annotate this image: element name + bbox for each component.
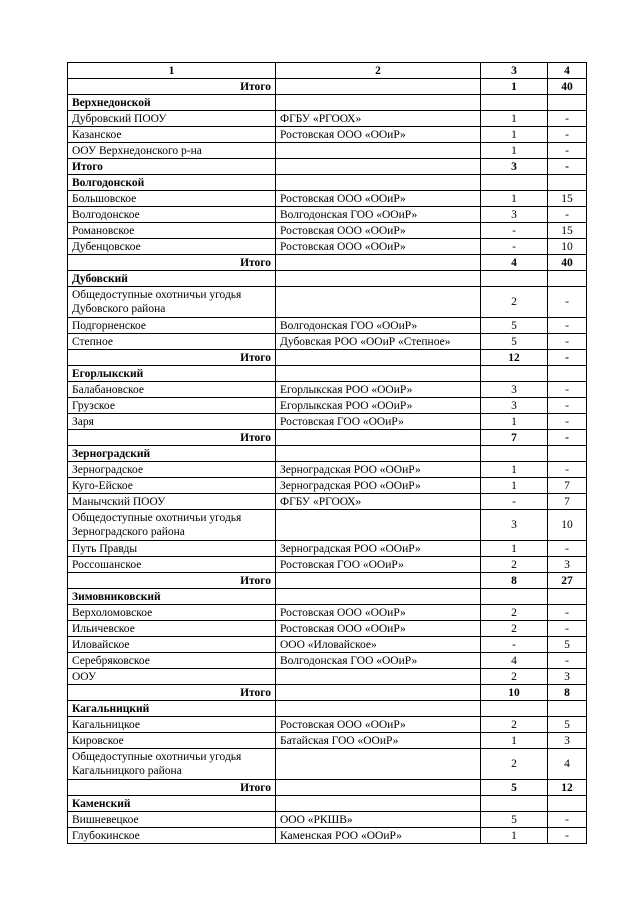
count-a-cell: 1 xyxy=(481,414,548,430)
organization-cell xyxy=(276,430,481,446)
count-a-cell xyxy=(481,446,548,462)
count-b-cell: 7 xyxy=(548,478,587,494)
count-b-cell: 27 xyxy=(548,573,587,589)
data-row xyxy=(68,494,587,510)
count-a-cell xyxy=(481,701,548,717)
district-row xyxy=(68,796,587,812)
data-row xyxy=(68,637,587,653)
total-row xyxy=(68,430,587,446)
data-row xyxy=(68,111,587,127)
count-a-cell: 3 xyxy=(481,510,548,541)
organization-cell xyxy=(276,350,481,366)
organization-cell: ООО «РКШВ» xyxy=(276,812,481,828)
organization-cell: Ростовская ООО «ООиР» xyxy=(276,605,481,621)
count-b-cell: 12 xyxy=(548,780,587,796)
count-a-cell: 1 xyxy=(481,733,548,749)
area-name-cell: Глубокинское xyxy=(68,828,276,844)
count-b-cell xyxy=(548,701,587,717)
count-a-cell xyxy=(481,589,548,605)
organization-cell: Зерноградская РОО «ООиР» xyxy=(276,541,481,557)
district-row xyxy=(68,589,587,605)
data-row xyxy=(68,414,587,430)
organization-cell: Ростовская ГОО «ООиР» xyxy=(276,414,481,430)
count-a-cell: 1 xyxy=(481,143,548,159)
data-row xyxy=(68,557,587,573)
count-b-cell xyxy=(548,366,587,382)
data-row xyxy=(68,143,587,159)
area-name-cell: Итого xyxy=(68,159,276,175)
count-a-cell xyxy=(481,366,548,382)
data-row xyxy=(68,207,587,223)
area-name-cell: Общедоступные охотничьи угодья Зерноградского района xyxy=(68,510,276,541)
count-a-cell: 8 xyxy=(481,573,548,589)
area-name-cell: Дубенцовское xyxy=(68,239,276,255)
district-row xyxy=(68,175,587,191)
data-row xyxy=(68,510,587,541)
count-a-cell: 1 xyxy=(481,541,548,557)
header-cell-1: 1 xyxy=(68,63,276,79)
count-b-cell: 3 xyxy=(548,733,587,749)
area-name-cell: Итого xyxy=(68,255,276,271)
count-a-cell: 1 xyxy=(481,828,548,844)
organization-cell xyxy=(276,701,481,717)
data-row xyxy=(68,541,587,557)
count-a-cell: 3 xyxy=(481,382,548,398)
area-name-cell: Подгорненское xyxy=(68,318,276,334)
count-b-cell: 5 xyxy=(548,637,587,653)
data-row xyxy=(68,239,587,255)
area-name-cell: Верхнедонской xyxy=(68,95,276,111)
organization-cell xyxy=(276,79,481,95)
count-b-cell: - xyxy=(548,111,587,127)
data-row xyxy=(68,382,587,398)
header-row xyxy=(68,63,587,79)
organization-cell xyxy=(276,796,481,812)
organization-cell xyxy=(276,255,481,271)
count-a-cell: 1 xyxy=(481,127,548,143)
area-name-cell: Дубовский xyxy=(68,271,276,287)
organization-cell: Ростовская ООО «ООиР» xyxy=(276,621,481,637)
organization-cell xyxy=(276,143,481,159)
organization-cell: Ростовская ООО «ООиР» xyxy=(276,223,481,239)
organization-cell xyxy=(276,366,481,382)
organization-cell xyxy=(276,271,481,287)
data-row xyxy=(68,287,587,318)
organization-cell: Ростовская ГОО «ООиР» xyxy=(276,557,481,573)
area-name-cell: Серебряковское xyxy=(68,653,276,669)
hunting-grounds-table xyxy=(67,62,587,844)
count-a-cell: 2 xyxy=(481,669,548,685)
data-row xyxy=(68,749,587,780)
data-row xyxy=(68,733,587,749)
data-row xyxy=(68,478,587,494)
count-b-cell: - xyxy=(548,605,587,621)
count-b-cell: - xyxy=(548,350,587,366)
count-a-cell xyxy=(481,796,548,812)
count-a-cell: 12 xyxy=(481,350,548,366)
count-a-cell: - xyxy=(481,637,548,653)
count-a-cell: 5 xyxy=(481,334,548,350)
organization-cell xyxy=(276,159,481,175)
count-b-cell: - xyxy=(548,143,587,159)
count-a-cell: 5 xyxy=(481,318,548,334)
area-name-cell: Кагальницкий xyxy=(68,701,276,717)
organization-cell: Волгодонская ГОО «ООиР» xyxy=(276,207,481,223)
area-name-cell: Егорлыкский xyxy=(68,366,276,382)
count-a-cell: 2 xyxy=(481,557,548,573)
count-a-cell xyxy=(481,175,548,191)
area-name-cell: Итого xyxy=(68,430,276,446)
count-b-cell: - xyxy=(548,828,587,844)
count-a-cell: 2 xyxy=(481,749,548,780)
count-b-cell: 7 xyxy=(548,494,587,510)
count-a-cell: 5 xyxy=(481,812,548,828)
area-name-cell: Балабановское xyxy=(68,382,276,398)
count-a-cell: 4 xyxy=(481,255,548,271)
area-name-cell: Кировское xyxy=(68,733,276,749)
total-row xyxy=(68,780,587,796)
count-a-cell: 10 xyxy=(481,685,548,701)
organization-cell: Зерноградская РОО «ООиР» xyxy=(276,478,481,494)
count-b-cell: - xyxy=(548,398,587,414)
count-b-cell xyxy=(548,796,587,812)
area-name-cell: Грузское xyxy=(68,398,276,414)
count-a-cell: 3 xyxy=(481,159,548,175)
organization-cell: Ростовская ООО «ООиР» xyxy=(276,717,481,733)
area-name-cell: Заря xyxy=(68,414,276,430)
area-name-cell: Ильичевское xyxy=(68,621,276,637)
area-name-cell: Иловайское xyxy=(68,637,276,653)
count-b-cell xyxy=(548,95,587,111)
district-row xyxy=(68,701,587,717)
count-b-cell: - xyxy=(548,812,587,828)
count-b-cell: 3 xyxy=(548,557,587,573)
organization-cell: Волгодонская ГОО «ООиР» xyxy=(276,318,481,334)
organization-cell xyxy=(276,446,481,462)
area-name-cell: Общедоступные охотничьи угодья Кагальницкого района xyxy=(68,749,276,780)
data-row xyxy=(68,223,587,239)
area-name-cell: Кагальницкое xyxy=(68,717,276,733)
count-b-cell xyxy=(548,271,587,287)
header-cell-4: 4 xyxy=(548,63,587,79)
count-b-cell: - xyxy=(548,541,587,557)
count-b-cell: - xyxy=(548,462,587,478)
count-a-cell: 5 xyxy=(481,780,548,796)
count-a-cell: - xyxy=(481,239,548,255)
count-a-cell: 1 xyxy=(481,478,548,494)
total-row xyxy=(68,350,587,366)
count-a-cell: - xyxy=(481,223,548,239)
count-b-cell: 40 xyxy=(548,255,587,271)
area-name-cell: Итого xyxy=(68,573,276,589)
count-a-cell: - xyxy=(481,494,548,510)
organization-cell: ООО «Иловайское» xyxy=(276,637,481,653)
count-b-cell: 15 xyxy=(548,191,587,207)
data-row xyxy=(68,828,587,844)
organization-cell: Егорлыкская РОО «ООиР» xyxy=(276,382,481,398)
organization-cell xyxy=(276,685,481,701)
count-a-cell: 1 xyxy=(481,462,548,478)
area-name-cell: Романовское xyxy=(68,223,276,239)
count-b-cell: 15 xyxy=(548,223,587,239)
area-name-cell: Степное xyxy=(68,334,276,350)
count-a-cell: 2 xyxy=(481,717,548,733)
count-b-cell: - xyxy=(548,382,587,398)
area-name-cell: Зерноградский xyxy=(68,446,276,462)
count-b-cell: - xyxy=(548,159,587,175)
area-name-cell: Дубровский ПООУ xyxy=(68,111,276,127)
count-b-cell: 40 xyxy=(548,79,587,95)
count-b-cell: 5 xyxy=(548,717,587,733)
organization-cell: Каменская РОО «ООиР» xyxy=(276,828,481,844)
area-name-cell: ООУ Верхнедонского р-на xyxy=(68,143,276,159)
area-name-cell: Верхоломовское xyxy=(68,605,276,621)
count-a-cell: 2 xyxy=(481,605,548,621)
organization-cell: Егорлыкская РОО «ООиР» xyxy=(276,398,481,414)
count-b-cell: 8 xyxy=(548,685,587,701)
area-name-cell: Итого xyxy=(68,350,276,366)
area-name-cell: Зимовниковский xyxy=(68,589,276,605)
data-row xyxy=(68,127,587,143)
data-row xyxy=(68,717,587,733)
data-row xyxy=(68,191,587,207)
organization-cell: Батайская ГОО «ООиР» xyxy=(276,733,481,749)
organization-cell: ФГБУ «РГООХ» xyxy=(276,494,481,510)
count-b-cell: - xyxy=(548,430,587,446)
total-row xyxy=(68,159,587,175)
district-row xyxy=(68,271,587,287)
total-row xyxy=(68,255,587,271)
total-row xyxy=(68,79,587,95)
count-b-cell xyxy=(548,446,587,462)
organization-cell: Ростовская ООО «ООиР» xyxy=(276,191,481,207)
count-b-cell: - xyxy=(548,127,587,143)
header-cell-3: 3 xyxy=(481,63,548,79)
count-b-cell: - xyxy=(548,287,587,318)
count-b-cell: - xyxy=(548,207,587,223)
count-a-cell: 2 xyxy=(481,287,548,318)
data-row xyxy=(68,398,587,414)
area-name-cell: Вишневецкое xyxy=(68,812,276,828)
organization-cell: Ростовская ООО «ООиР» xyxy=(276,239,481,255)
data-row xyxy=(68,334,587,350)
organization-cell xyxy=(276,573,481,589)
organization-cell xyxy=(276,175,481,191)
count-b-cell: - xyxy=(548,334,587,350)
area-name-cell: Общедоступные охотничьи угодья Дубовского района xyxy=(68,287,276,318)
area-name-cell: Итого xyxy=(68,685,276,701)
count-b-cell: 4 xyxy=(548,749,587,780)
area-name-cell: Казанское xyxy=(68,127,276,143)
count-b-cell: - xyxy=(548,621,587,637)
count-b-cell: 10 xyxy=(548,510,587,541)
area-name-cell: Россошанское xyxy=(68,557,276,573)
area-name-cell: Манычский ПООУ xyxy=(68,494,276,510)
count-b-cell: - xyxy=(548,653,587,669)
count-b-cell xyxy=(548,589,587,605)
data-row xyxy=(68,669,587,685)
organization-cell: Дубовская РОО «ООиР «Степное» xyxy=(276,334,481,350)
data-row xyxy=(68,605,587,621)
organization-cell: ФГБУ «РГООХ» xyxy=(276,111,481,127)
organization-cell xyxy=(276,95,481,111)
organization-cell xyxy=(276,589,481,605)
district-row xyxy=(68,446,587,462)
count-a-cell xyxy=(481,271,548,287)
count-a-cell: 1 xyxy=(481,191,548,207)
area-name-cell: Волгодонское xyxy=(68,207,276,223)
district-row xyxy=(68,95,587,111)
organization-cell: Ростовская ООО «ООиР» xyxy=(276,127,481,143)
data-row xyxy=(68,812,587,828)
count-a-cell: 2 xyxy=(481,621,548,637)
count-a-cell: 7 xyxy=(481,430,548,446)
count-b-cell xyxy=(548,175,587,191)
data-row xyxy=(68,318,587,334)
area-name-cell: Итого xyxy=(68,79,276,95)
area-name-cell: Каменский xyxy=(68,796,276,812)
count-a-cell: 1 xyxy=(481,79,548,95)
area-name-cell: Зерноградское xyxy=(68,462,276,478)
data-row xyxy=(68,621,587,637)
area-name-cell: Итого xyxy=(68,780,276,796)
data-row xyxy=(68,462,587,478)
area-name-cell: Большовское xyxy=(68,191,276,207)
count-b-cell: - xyxy=(548,414,587,430)
organization-cell xyxy=(276,510,481,541)
district-row xyxy=(68,366,587,382)
organization-cell: Волгодонская ГОО «ООиР» xyxy=(276,653,481,669)
count-a-cell: 3 xyxy=(481,207,548,223)
area-name-cell: Волгодонской xyxy=(68,175,276,191)
count-b-cell: 10 xyxy=(548,239,587,255)
count-a-cell: 1 xyxy=(481,111,548,127)
organization-cell xyxy=(276,287,481,318)
total-row xyxy=(68,573,587,589)
organization-cell xyxy=(276,749,481,780)
count-a-cell: 4 xyxy=(481,653,548,669)
header-cell-2: 2 xyxy=(276,63,481,79)
count-a-cell xyxy=(481,95,548,111)
count-b-cell: - xyxy=(548,318,587,334)
data-row xyxy=(68,653,587,669)
area-name-cell: ООУ xyxy=(68,669,276,685)
count-b-cell: 3 xyxy=(548,669,587,685)
count-a-cell: 3 xyxy=(481,398,548,414)
area-name-cell: Куго-Ейское xyxy=(68,478,276,494)
organization-cell xyxy=(276,780,481,796)
total-row xyxy=(68,685,587,701)
organization-cell: Зерноградская РОО «ООиР» xyxy=(276,462,481,478)
organization-cell xyxy=(276,669,481,685)
area-name-cell: Путь Правды xyxy=(68,541,276,557)
